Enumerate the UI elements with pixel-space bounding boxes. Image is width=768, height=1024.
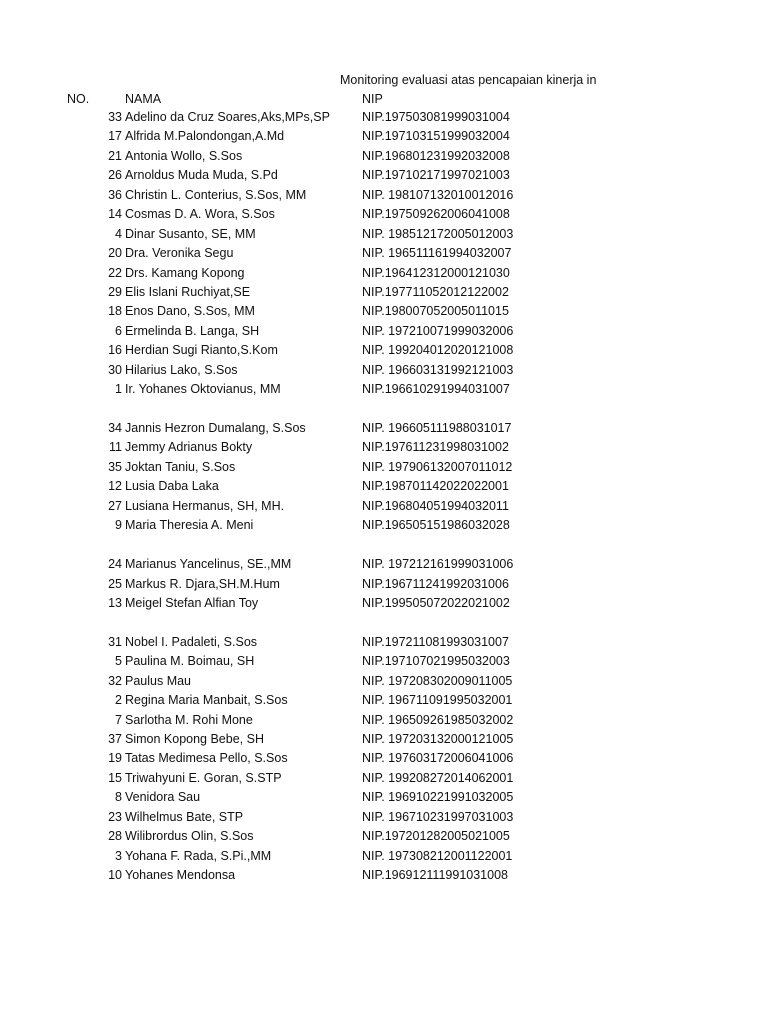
table-row xyxy=(0,711,768,730)
row-name: Drs. Kamang Kopong xyxy=(125,265,245,280)
row-number: 1 xyxy=(115,382,122,397)
row-nip: NIP.196610291994031007 xyxy=(362,382,510,397)
table-row xyxy=(0,769,768,788)
table-row xyxy=(0,691,768,710)
row-nip: NIP. 197203132000121005 xyxy=(362,732,514,746)
row-name: Dinar Susanto, SE, MM xyxy=(125,226,256,241)
row-nip: NIP.197211081993031007 xyxy=(362,634,509,649)
row-number: 19 xyxy=(108,751,122,766)
table-row xyxy=(0,516,768,535)
row-nip: NIP. 197603172006041006 xyxy=(362,751,514,766)
row-name: Antonia Wollo, S.Sos xyxy=(125,148,243,163)
row-number: 10 xyxy=(108,868,122,883)
row-number: 11 xyxy=(109,440,122,455)
row-number: 7 xyxy=(115,712,122,727)
row-nip: NIP. 197308212001122001 xyxy=(362,848,513,863)
table-row xyxy=(0,341,768,360)
table-row xyxy=(0,361,768,380)
table-row xyxy=(0,866,768,885)
header-no: NO. xyxy=(67,92,90,106)
table-row xyxy=(0,594,768,613)
blank-row xyxy=(0,400,768,419)
row-number: 23 xyxy=(108,809,122,824)
table-row xyxy=(0,264,768,283)
row-number: 12 xyxy=(108,479,122,494)
row-number: 33 xyxy=(108,110,122,124)
table-row xyxy=(0,283,768,302)
row-name: Ermelinda B. Langa, SH xyxy=(125,323,260,338)
row-number: 16 xyxy=(108,343,122,358)
row-number: 14 xyxy=(108,207,122,222)
row-name: Yohanes Mendonsa xyxy=(125,868,236,883)
table-row xyxy=(0,827,768,846)
row-nip: NIP. 197210071999032006 xyxy=(362,323,514,338)
row-name: Elis Islani Ruchiyat,SE xyxy=(125,284,251,299)
table-row xyxy=(0,808,768,827)
table-row xyxy=(0,380,768,399)
row-nip: NIP. 197906132007011012 xyxy=(362,459,513,474)
table-row xyxy=(0,788,768,807)
row-nip: NIP.197611231998031002 xyxy=(362,440,509,455)
row-name: Hilarius Lako, S.Sos xyxy=(125,362,238,377)
table-row xyxy=(0,419,768,438)
document-title: Monitoring evaluasi atas pencapaian kinerja in xyxy=(340,73,596,87)
row-name: Simon Kopong Bebe, SH xyxy=(125,732,264,746)
row-number: 3 xyxy=(115,848,122,863)
employee-list xyxy=(0,108,768,886)
table-row xyxy=(0,166,768,185)
row-number: 28 xyxy=(108,829,122,844)
row-number: 17 xyxy=(108,129,122,144)
table-row xyxy=(0,225,768,244)
row-nip: NIP. 196509261985032002 xyxy=(362,712,514,727)
row-nip: NIP.197102171997021003 xyxy=(362,168,510,183)
row-nip: NIP.197201282005021005 xyxy=(362,829,510,844)
row-number: 32 xyxy=(108,673,122,688)
row-name: Paulina M. Boimau, SH xyxy=(125,654,255,669)
row-number: 22 xyxy=(108,265,122,280)
header-nip: NIP xyxy=(362,92,383,106)
row-nip: NIP.198701142022022001 xyxy=(362,479,509,494)
row-number: 24 xyxy=(108,557,122,572)
row-name: Sarlotha M. Rohi Mone xyxy=(125,712,253,727)
row-name: Lusia Daba Laka xyxy=(125,479,219,494)
row-nip: NIP.196804051994032011 xyxy=(362,498,509,513)
row-nip: NIP.197107021995032003 xyxy=(362,654,510,669)
table-row xyxy=(0,438,768,457)
row-name: Meigel Stefan Alfian Toy xyxy=(125,595,259,610)
row-nip: NIP. 197212161999031006 xyxy=(362,557,514,572)
row-nip: NIP.197103151999032004 xyxy=(362,129,510,144)
row-number: 35 xyxy=(108,459,122,474)
blank-row xyxy=(0,613,768,632)
row-nip: NIP. 199208272014062001 xyxy=(362,770,514,785)
row-nip: NIP.196912111991031008 xyxy=(362,868,508,883)
row-name: Dra. Veronika Segu xyxy=(125,246,234,261)
row-nip: NIP. 196603131992121003 xyxy=(362,362,514,377)
row-nip: NIP.196505151986032028 xyxy=(362,518,510,533)
table-row xyxy=(0,847,768,866)
table-row xyxy=(0,458,768,477)
row-number: 13 xyxy=(108,595,122,610)
table-row xyxy=(0,127,768,146)
row-number: 18 xyxy=(108,304,122,319)
table-row xyxy=(0,322,768,341)
row-name: Nobel I. Padaleti, S.Sos xyxy=(125,634,258,649)
row-nip: NIP.196711241992031006 xyxy=(362,576,509,591)
row-name: Wilhelmus Bate, STP xyxy=(125,809,244,824)
row-number: 36 xyxy=(108,187,122,202)
row-nip: NIP.196801231992032008 xyxy=(362,148,510,163)
row-number: 31 xyxy=(108,634,122,649)
table-row xyxy=(0,497,768,516)
row-nip: NIP.197711052012122002 xyxy=(362,284,509,299)
row-number: 4 xyxy=(115,226,122,241)
row-number: 21 xyxy=(108,148,122,163)
row-name: Alfrida M.Palondongan,A.Md xyxy=(125,129,285,144)
row-name: Wilibrordus Olin, S.Sos xyxy=(125,829,254,844)
row-name: Triwahyuni E. Goran, S.STP xyxy=(125,770,282,785)
table-row xyxy=(0,302,768,321)
header-nama: NAMA xyxy=(125,92,162,106)
row-name: Marianus Yancelinus, SE.,MM xyxy=(125,557,292,572)
blank-row xyxy=(0,536,768,555)
table-row xyxy=(0,575,768,594)
row-name: Enos Dano, S.Sos, MM xyxy=(125,304,255,319)
row-name: Arnoldus Muda Muda, S.Pd xyxy=(125,168,278,183)
row-name: Christin L. Conterius, S.Sos, MM xyxy=(125,187,307,202)
row-nip: NIP.197503081999031004 xyxy=(362,110,510,124)
row-nip: NIP. 196910221991032005 xyxy=(362,790,514,805)
row-name: Tatas Medimesa Pello, S.Sos xyxy=(125,751,288,766)
row-nip: NIP. 196711091995032001 xyxy=(362,693,513,708)
row-name: Herdian Sugi Rianto,S.Kom xyxy=(125,343,278,358)
row-number: 20 xyxy=(108,246,122,261)
row-nip: NIP.197509262006041008 xyxy=(362,207,510,222)
row-nip: NIP.198007052005011015 xyxy=(362,304,509,319)
table-row xyxy=(0,108,768,127)
table-row xyxy=(0,749,768,768)
row-name: Jemmy Adrianus Bokty xyxy=(125,440,253,455)
row-number: 34 xyxy=(108,421,122,435)
row-number: 26 xyxy=(108,168,122,183)
row-number: 29 xyxy=(108,284,122,299)
row-name: Adelino da Cruz Soares,Aks,MPs,SP xyxy=(125,110,330,124)
row-nip: NIP. 196511161994032007 xyxy=(362,246,512,261)
row-name: Maria Theresia A. Meni xyxy=(125,518,254,533)
table-row xyxy=(0,730,768,749)
row-nip: NIP.199505072022021002 xyxy=(362,595,510,610)
row-name: Markus R. Djara,SH.M.Hum xyxy=(125,576,280,591)
row-nip: NIP. 196710231997031003 xyxy=(362,809,514,824)
row-name: Yohana F. Rada, S.Pi.,MM xyxy=(125,848,272,863)
table-row xyxy=(0,477,768,496)
row-nip: NIP. 197208302009011005 xyxy=(362,673,513,688)
row-number: 6 xyxy=(115,323,122,338)
row-number: 27 xyxy=(108,498,122,513)
table-row xyxy=(0,633,768,652)
row-name: Cosmas D. A. Wora, S.Sos xyxy=(125,207,275,222)
row-name: Regina Maria Manbait, S.Sos xyxy=(125,693,288,708)
table-row xyxy=(0,147,768,166)
row-nip: NIP.196412312000121030 xyxy=(362,265,510,280)
table-row xyxy=(0,205,768,224)
row-name: Jannis Hezron Dumalang, S.Sos xyxy=(125,421,306,435)
table-row xyxy=(0,244,768,263)
table-row xyxy=(0,652,768,671)
row-number: 8 xyxy=(115,790,122,805)
row-nip: NIP. 198107132010012016 xyxy=(362,187,514,202)
table-row xyxy=(0,672,768,691)
row-number: 5 xyxy=(115,654,122,669)
row-name: Venidora Sau xyxy=(125,790,201,805)
row-name: Ir. Yohanes Oktovianus, MM xyxy=(125,382,281,397)
row-nip: NIP. 196605111988031017 xyxy=(362,421,512,435)
table-row xyxy=(0,555,768,574)
row-number: 2 xyxy=(115,693,122,708)
row-number: 30 xyxy=(108,362,122,377)
row-number: 9 xyxy=(115,518,122,533)
row-number: 25 xyxy=(108,576,122,591)
row-name: Paulus Mau xyxy=(125,673,192,688)
row-number: 37 xyxy=(108,732,122,746)
row-nip: NIP. 199204012020121008 xyxy=(362,343,514,358)
table-row xyxy=(0,186,768,205)
row-number: 15 xyxy=(108,770,122,785)
row-name: Joktan Taniu, S.Sos xyxy=(125,459,236,474)
row-name: Lusiana Hermanus, SH, MH. xyxy=(125,498,285,513)
row-nip: NIP. 198512172005012003 xyxy=(362,226,514,241)
